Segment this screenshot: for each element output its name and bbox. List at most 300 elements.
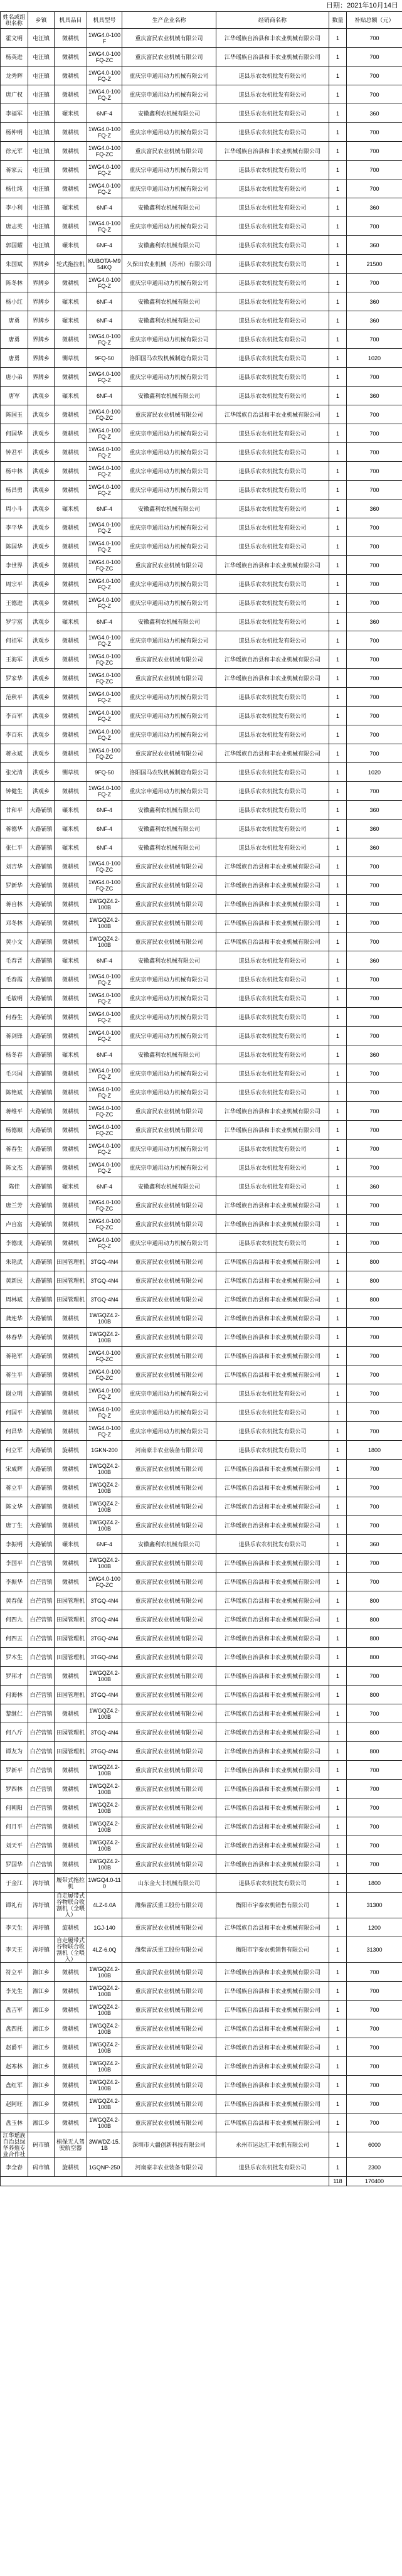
cell-category: 微耕机 — [55, 330, 87, 349]
cell-model: 6NF-4 — [87, 951, 122, 970]
cell-qty: 1 — [329, 142, 347, 161]
cell-subsidy: 31300 — [347, 1893, 402, 1918]
cell-category: 微耕机 — [55, 1234, 87, 1253]
cell-town: 界牌乡 — [28, 311, 55, 330]
cell-qty: 1 — [329, 1686, 347, 1704]
cell-qty: 1 — [329, 67, 347, 85]
table-row — [1, 1516, 402, 1535]
cell-name: 蒋家云 — [1, 161, 28, 179]
cell-dealer: 江华瑶族自治县和丰农业机械有限公司 — [216, 2057, 329, 2076]
cell-qty: 1 — [329, 1347, 347, 1365]
cell-town: 湘江乡 — [28, 2114, 55, 2132]
cell-qty: 1 — [329, 801, 347, 820]
cell-qty: 1 — [329, 2158, 347, 2177]
cell-name: 何祖军 — [1, 631, 28, 650]
cell-subsidy: 700 — [347, 330, 402, 349]
cell-model: 1WG4.0-100FQ-ZC — [87, 1215, 122, 1234]
cell-model: 1WG4.0-100FQ-ZC — [87, 744, 122, 763]
cell-manufacturer: 重庆富民农业机械有限公司 — [122, 2114, 216, 2132]
cell-model: 1WG4.0-100FQ-ZC — [87, 650, 122, 669]
cell-town: 大路铺镇 — [28, 1309, 55, 1328]
cell-town: 洪观乡 — [28, 594, 55, 612]
cell-category: 履带式拖拉机 — [55, 1874, 87, 1893]
cell-manufacturer: 河南豪丰农业装备有限公司 — [122, 2158, 216, 2177]
cell-qty: 1 — [329, 1535, 347, 1554]
cell-town: 湘江乡 — [28, 2076, 55, 2095]
cell-qty: 1 — [329, 1554, 347, 1573]
cell-town: 洪观乡 — [28, 575, 55, 594]
cell-manufacturer: 重庆宗申通用动力机械有限公司 — [122, 67, 216, 85]
cell-model: 1WGQZ4.2-100B — [87, 2114, 122, 2132]
cell-category: 微耕机 — [55, 2076, 87, 2095]
cell-manufacturer: 重庆宗申通用动力机械有限公司 — [122, 443, 216, 462]
cell-town: 大路铺镇 — [28, 895, 55, 914]
table-row — [1, 2076, 402, 2095]
cell-subsidy: 700 — [347, 876, 402, 895]
cell-name: 何国平 — [1, 1403, 28, 1422]
cell-manufacturer: 重庆富民农业机械有限公司 — [122, 2038, 216, 2057]
cell-town: 界牌乡 — [28, 255, 55, 274]
cell-qty: 1 — [329, 1121, 347, 1140]
cell-subsidy: 800 — [347, 1253, 402, 1271]
cell-model: 1WG4.0-100FQ-Z — [87, 1403, 122, 1422]
cell-dealer: 道县乐农农机批发有限公司 — [216, 838, 329, 857]
cell-manufacturer: 安徽鑫利农机械有限公司 — [122, 236, 216, 255]
cell-subsidy: 700 — [347, 405, 402, 424]
cell-dealer: 道县乐农农机批发有限公司 — [216, 970, 329, 989]
cell-name: 钟健生 — [1, 782, 28, 801]
cell-name: 李小利 — [1, 198, 28, 217]
cell-name: 李福军 — [1, 104, 28, 123]
cell-town: 大路铺镇 — [28, 1441, 55, 1460]
cell-qty: 1 — [329, 330, 347, 349]
cell-name: 杨冬春 — [1, 1045, 28, 1064]
col-header-category: 机具品目 — [55, 12, 87, 29]
cell-name: 唐小弟 — [1, 368, 28, 387]
cell-qty: 1 — [329, 2114, 347, 2132]
cell-town: 大路铺镇 — [28, 1403, 55, 1422]
cell-town: 界牌乡 — [28, 349, 55, 368]
cell-manufacturer: 重庆宗申通用动力机械有限公司 — [122, 537, 216, 556]
table-row — [1, 1140, 402, 1158]
cell-name: 谢立明 — [1, 1384, 28, 1403]
cell-town: 大路铺镇 — [28, 1497, 55, 1516]
cell-model: 1WG4.0-100FQ-Z — [87, 330, 122, 349]
cell-model: 1WG4.0-100FQ-Z — [87, 67, 122, 85]
cell-subsidy: 360 — [347, 838, 402, 857]
cell-category: 微耕机 — [55, 1121, 87, 1140]
table-row — [1, 481, 402, 500]
cell-qty: 1 — [329, 1064, 347, 1083]
table-row — [1, 1591, 402, 1610]
cell-manufacturer: 重庆富民农业机械有限公司 — [122, 405, 216, 424]
cell-category: 微耕机 — [55, 368, 87, 387]
table-row — [1, 1234, 402, 1253]
cell-model: 1WGQZ4.2-100B — [87, 1836, 122, 1855]
cell-qty: 1 — [329, 387, 347, 405]
cell-manufacturer: 重庆富民农业机械有限公司 — [122, 1667, 216, 1686]
cell-category: 微耕机 — [55, 688, 87, 707]
cell-dealer: 道县乐农农机批发有限公司 — [216, 179, 329, 198]
cell-manufacturer: 重庆富民农业机械有限公司 — [122, 1121, 216, 1140]
cell-category: 碾米机 — [55, 951, 87, 970]
cell-name: 龙秀辉 — [1, 67, 28, 85]
cell-manufacturer: 安徽鑫利农机械有限公司 — [122, 311, 216, 330]
cell-category: 微耕机 — [55, 2001, 87, 2019]
cell-dealer: 道县乐农农机批发有限公司 — [216, 1403, 329, 1422]
cell-subsidy: 800 — [347, 1648, 402, 1667]
cell-town: 大路铺镇 — [28, 838, 55, 857]
cell-subsidy: 700 — [347, 556, 402, 575]
cell-dealer: 道县乐农农机批发有限公司 — [216, 594, 329, 612]
cell-category: 田园管理机 — [55, 1723, 87, 1742]
cell-qty: 1 — [329, 1723, 347, 1742]
cell-dealer: 道县乐农农机批发有限公司 — [216, 575, 329, 594]
cell-model: 1WG4.0-100FQ-Z — [87, 217, 122, 236]
cell-category: 微耕机 — [55, 914, 87, 933]
cell-category: 碾米机 — [55, 236, 87, 255]
cell-town: 屯汪镇 — [28, 142, 55, 161]
cell-manufacturer: 安徽鑫利农机械有限公司 — [122, 1535, 216, 1554]
table-row — [1, 1723, 402, 1742]
cell-town: 大路铺镇 — [28, 1158, 55, 1177]
cell-town: 大路铺镇 — [28, 1478, 55, 1497]
cell-qty: 1 — [329, 1045, 347, 1064]
cell-dealer: 道县乐农农机批发有限公司 — [216, 67, 329, 85]
cell-manufacturer: 重庆富民农业机械有限公司 — [122, 1290, 216, 1309]
cell-town: 界牌乡 — [28, 330, 55, 349]
cell-manufacturer: 重庆富民农业机械有限公司 — [122, 895, 216, 914]
cell-category: 微耕机 — [55, 424, 87, 443]
cell-town: 白芒营镇 — [28, 1855, 55, 1874]
cell-qty: 1 — [329, 2038, 347, 2057]
cell-category: 微耕机 — [55, 744, 87, 763]
cell-name: 毛春霞 — [1, 970, 28, 989]
cell-name: 李百东 — [1, 725, 28, 744]
table-row — [1, 67, 402, 85]
cell-name: 罗宇富 — [1, 612, 28, 631]
table-row — [1, 349, 402, 368]
cell-model: 6NF-4 — [87, 838, 122, 857]
cell-name: 张光清 — [1, 763, 28, 782]
table-row — [1, 707, 402, 725]
cell-name: 张仁平 — [1, 838, 28, 857]
cell-category: 微耕机 — [55, 1478, 87, 1497]
cell-name: 毛敏明 — [1, 989, 28, 1008]
cell-model: 6NF-4 — [87, 500, 122, 518]
cell-name: 蒋生平 — [1, 1365, 28, 1384]
cell-model: 1WG4.0-100FQ-Z — [87, 725, 122, 744]
cell-category: 微耕机 — [55, 179, 87, 198]
cell-town: 界牌乡 — [28, 274, 55, 292]
cell-dealer: 永州市运达汇丰农机有限公司 — [216, 2132, 329, 2158]
cell-category: 微耕机 — [55, 933, 87, 951]
cell-dealer: 江华瑶族自治县和丰农业机械有限公司 — [216, 2076, 329, 2095]
cell-model: 1WG4.0-100FQ-Z — [87, 161, 122, 179]
cell-dealer: 江华瑶族自治县和丰农业机械有限公司 — [216, 895, 329, 914]
cell-town: 界牌乡 — [28, 368, 55, 387]
cell-town: 大路铺镇 — [28, 1365, 55, 1384]
cell-category: 微耕机 — [55, 67, 87, 85]
table-row — [1, 1215, 402, 1234]
cell-model: 1WGQZ4.2-100B — [87, 1963, 122, 1982]
cell-name: 周林斌 — [1, 1290, 28, 1309]
cell-subsidy: 1200 — [347, 1918, 402, 1937]
cell-manufacturer: 重庆宗申通用动力机械有限公司 — [122, 1008, 216, 1027]
cell-model: 1WG4.0-100FQ-Z — [87, 368, 122, 387]
cell-category: 微耕机 — [55, 650, 87, 669]
cell-name: 赵寒林 — [1, 2057, 28, 2076]
cell-model: 3TGQ-4N4 — [87, 1742, 122, 1761]
cell-subsidy: 360 — [347, 236, 402, 255]
cell-category: 旋耕机 — [55, 2158, 87, 2177]
cell-qty: 1 — [329, 1497, 347, 1516]
table-row — [1, 1309, 402, 1328]
cell-category: 碾米机 — [55, 104, 87, 123]
cell-model: 1WG4.0-100FQ-ZC — [87, 142, 122, 161]
cell-town: 白芒营镇 — [28, 1817, 55, 1836]
cell-name: 唐志英 — [1, 217, 28, 236]
cell-qty: 1 — [329, 575, 347, 594]
table-row — [1, 1064, 402, 1083]
cell-manufacturer: 重庆富民农业机械有限公司 — [122, 1516, 216, 1535]
cell-subsidy: 700 — [347, 1403, 402, 1422]
cell-model: 1WG4.0-100FQ-Z — [87, 782, 122, 801]
cell-model: 3TGQ-4N4 — [87, 1686, 122, 1704]
cell-category: 微耕机 — [55, 443, 87, 462]
cell-model: 1WGQZ4.2-100B — [87, 1855, 122, 1874]
cell-dealer: 道县乐农农机批发有限公司 — [216, 801, 329, 820]
cell-name: 唐广权 — [1, 85, 28, 104]
cell-subsidy: 700 — [347, 1497, 402, 1516]
cell-town: 洪观乡 — [28, 443, 55, 462]
cell-subsidy: 700 — [347, 1667, 402, 1686]
cell-name: 毛兴国 — [1, 1064, 28, 1083]
cell-name: 盘红军 — [1, 2076, 28, 2095]
cell-dealer: 江华瑶族自治县和丰农业机械有限公司 — [216, 1497, 329, 1516]
table-row — [1, 2132, 402, 2158]
cell-model: 6NF-4 — [87, 1535, 122, 1554]
cell-subsidy: 700 — [347, 1516, 402, 1535]
cell-qty: 1 — [329, 349, 347, 368]
cell-qty: 1 — [329, 1309, 347, 1328]
cell-subsidy: 700 — [347, 1554, 402, 1573]
cell-manufacturer: 重庆富民农业机械有限公司 — [122, 1918, 216, 1937]
cell-qty: 1 — [329, 217, 347, 236]
cell-subsidy: 700 — [347, 274, 402, 292]
cell-qty: 1 — [329, 161, 347, 179]
cell-category: 微耕机 — [55, 989, 87, 1008]
cell-category: 微耕机 — [55, 1761, 87, 1780]
cell-qty: 1 — [329, 1271, 347, 1290]
cell-category: 微耕机 — [55, 1460, 87, 1478]
cell-qty: 1 — [329, 688, 347, 707]
table-row — [1, 198, 402, 217]
cell-model: 1WG4.0-100FQ-ZC — [87, 1573, 122, 1591]
cell-town: 大路铺镇 — [28, 1460, 55, 1478]
cell-name: 蒋立平 — [1, 1478, 28, 1497]
table-row — [1, 857, 402, 876]
cell-dealer: 道县乐农农机批发有限公司 — [216, 612, 329, 631]
cell-model: 1WGQZ4.2-100B — [87, 2095, 122, 2114]
cell-name: 唐丁生 — [1, 1516, 28, 1535]
cell-category: 微耕机 — [55, 1855, 87, 1874]
cell-category: 微耕机 — [55, 1347, 87, 1365]
cell-qty: 1 — [329, 1328, 347, 1347]
cell-town: 洪观乡 — [28, 744, 55, 763]
table-row — [1, 1982, 402, 2001]
cell-town: 湘江乡 — [28, 2038, 55, 2057]
cell-category: 微耕机 — [55, 707, 87, 725]
cell-dealer: 江华瑶族自治县和丰农业机械有限公司 — [216, 1963, 329, 1982]
cell-category: 碾米机 — [55, 820, 87, 838]
cell-town: 屯汪镇 — [28, 161, 55, 179]
cell-dealer: 江华瑶族自治县和丰农业机械有限公司 — [216, 1610, 329, 1629]
cell-dealer: 道县乐农农机批发有限公司 — [216, 1140, 329, 1158]
cell-dealer: 道县乐农农机批发有限公司 — [216, 424, 329, 443]
cell-manufacturer: 重庆富民农业机械有限公司 — [122, 1102, 216, 1121]
cell-name: 黄小文 — [1, 933, 28, 951]
cell-dealer: 江华瑶族自治县和丰农业机械有限公司 — [216, 1591, 329, 1610]
cell-town: 白芒营镇 — [28, 1761, 55, 1780]
cell-town: 屯汪镇 — [28, 104, 55, 123]
cell-town: 大路铺镇 — [28, 857, 55, 876]
cell-town: 大路铺镇 — [28, 801, 55, 820]
cell-dealer: 道县乐农农机批发有限公司 — [216, 349, 329, 368]
cell-dealer: 道县乐农农机批发有限公司 — [216, 443, 329, 462]
table-row — [1, 1648, 402, 1667]
cell-town: 屯汪镇 — [28, 29, 55, 48]
table-row — [1, 1196, 402, 1215]
table-row — [1, 48, 402, 67]
cell-name: 盘吉军 — [1, 2001, 28, 2019]
cell-subsidy: 700 — [347, 1817, 402, 1836]
cell-manufacturer: 重庆富民农业机械有限公司 — [122, 142, 216, 161]
cell-dealer: 江华瑶族自治县和丰农业机械有限公司 — [216, 2095, 329, 2114]
table-row — [1, 951, 402, 970]
cell-model: 1WG4.0-100FQ-ZC — [87, 1365, 122, 1384]
cell-qty: 1 — [329, 1780, 347, 1798]
cell-town: 屯汪镇 — [28, 123, 55, 142]
cell-qty: 1 — [329, 725, 347, 744]
cell-model: 3TGQ-4N4 — [87, 1723, 122, 1742]
cell-qty: 1 — [329, 556, 347, 575]
cell-category: 微耕机 — [55, 1365, 87, 1384]
cell-town: 大路铺镇 — [28, 820, 55, 838]
cell-qty: 1 — [329, 2132, 347, 2158]
cell-qty: 1 — [329, 1742, 347, 1761]
table-row — [1, 2095, 402, 2114]
cell-town: 洪观乡 — [28, 537, 55, 556]
cell-manufacturer: 重庆宗申通用动力机械有限公司 — [122, 594, 216, 612]
cell-town: 白芒营镇 — [28, 1704, 55, 1723]
cell-category: 微耕机 — [55, 462, 87, 481]
cell-manufacturer: 重庆宗申通用动力机械有限公司 — [122, 85, 216, 104]
cell-town: 湘江乡 — [28, 2095, 55, 2114]
cell-town: 洪观乡 — [28, 782, 55, 801]
cell-manufacturer: 重庆富民农业机械有限公司 — [122, 1817, 216, 1836]
table-row — [1, 801, 402, 820]
cell-category: 微耕机 — [55, 1027, 87, 1045]
total-qty: 118 — [329, 2177, 347, 2186]
cell-qty: 1 — [329, 85, 347, 104]
cell-manufacturer: 安徽鑫利农机械有限公司 — [122, 612, 216, 631]
cell-dealer: 江华瑶族自治县和丰农业机械有限公司 — [216, 2038, 329, 2057]
cell-town: 大路铺镇 — [28, 1516, 55, 1535]
cell-manufacturer: 重庆宗申通用动力机械有限公司 — [122, 1158, 216, 1177]
table-row — [1, 2057, 402, 2076]
cell-name: 刘吉华 — [1, 857, 28, 876]
table-row — [1, 500, 402, 518]
cell-qty: 1 — [329, 1963, 347, 1982]
cell-category: 微耕机 — [55, 29, 87, 48]
cell-town: 大路铺镇 — [28, 1027, 55, 1045]
cell-qty: 1 — [329, 179, 347, 198]
cell-category: 田园管理机 — [55, 1253, 87, 1271]
cell-subsidy: 360 — [347, 198, 402, 217]
cell-town: 白芒营镇 — [28, 1648, 55, 1667]
cell-category: 碾米机 — [55, 500, 87, 518]
cell-model: 1WG4.0-100FQ-Z — [87, 594, 122, 612]
cell-qty: 1 — [329, 1855, 347, 1874]
cell-category: 轮式拖拉机 — [55, 255, 87, 274]
cell-qty: 1 — [329, 1027, 347, 1045]
table-row — [1, 688, 402, 707]
cell-subsidy: 700 — [347, 1215, 402, 1234]
cell-manufacturer: 重庆富民农业机械有限公司 — [122, 1365, 216, 1384]
table-row — [1, 1290, 402, 1309]
cell-manufacturer: 重庆富民农业机械有限公司 — [122, 1798, 216, 1817]
cell-dealer: 江华瑶族自治县和丰农业机械有限公司 — [216, 1648, 329, 1667]
cell-subsidy: 21500 — [347, 255, 402, 274]
table-row — [1, 556, 402, 575]
cell-model: 1WGQZ4.2-100B — [87, 1497, 122, 1516]
cell-name: 李百军 — [1, 707, 28, 725]
cell-town: 屯汪镇 — [28, 85, 55, 104]
table-row — [1, 744, 402, 763]
cell-model: 3TGQ-4N4 — [87, 1648, 122, 1667]
table-row — [1, 1008, 402, 1027]
cell-dealer: 江华瑶族自治县和丰农业机械有限公司 — [216, 1855, 329, 1874]
cell-subsidy: 700 — [347, 857, 402, 876]
cell-dealer: 道县乐农农机批发有限公司 — [216, 292, 329, 311]
table-row — [1, 330, 402, 349]
cell-dealer: 道县乐农农机批发有限公司 — [216, 2158, 329, 2177]
cell-manufacturer: 重庆富民农业机械有限公司 — [122, 1836, 216, 1855]
table-row — [1, 387, 402, 405]
cell-manufacturer: 重庆宗申通用动力机械有限公司 — [122, 782, 216, 801]
table-row — [1, 1780, 402, 1798]
cell-qty: 1 — [329, 1215, 347, 1234]
cell-manufacturer: 重庆富民农业机械有限公司 — [122, 1723, 216, 1742]
cell-qty: 1 — [329, 707, 347, 725]
cell-manufacturer: 重庆宗申通用动力机械有限公司 — [122, 1234, 216, 1253]
cell-subsidy: 700 — [347, 1384, 402, 1403]
cell-qty: 1 — [329, 876, 347, 895]
cell-qty: 1 — [329, 1102, 347, 1121]
cell-dealer: 道县乐农农机批发有限公司 — [216, 85, 329, 104]
cell-manufacturer: 重庆富民农业机械有限公司 — [122, 1648, 216, 1667]
cell-name: 唐勇 — [1, 330, 28, 349]
cell-model: 3TGQ-4N4 — [87, 1271, 122, 1290]
cell-subsidy: 700 — [347, 217, 402, 236]
cell-category: 微耕机 — [55, 1554, 87, 1573]
cell-name: 李德成 — [1, 1234, 28, 1253]
cell-model: 1GKN-200 — [87, 1441, 122, 1460]
cell-model: 1WGQZ4.2-100B — [87, 1478, 122, 1497]
cell-town: 大路铺镇 — [28, 1215, 55, 1234]
cell-town: 白芒营镇 — [28, 1723, 55, 1742]
